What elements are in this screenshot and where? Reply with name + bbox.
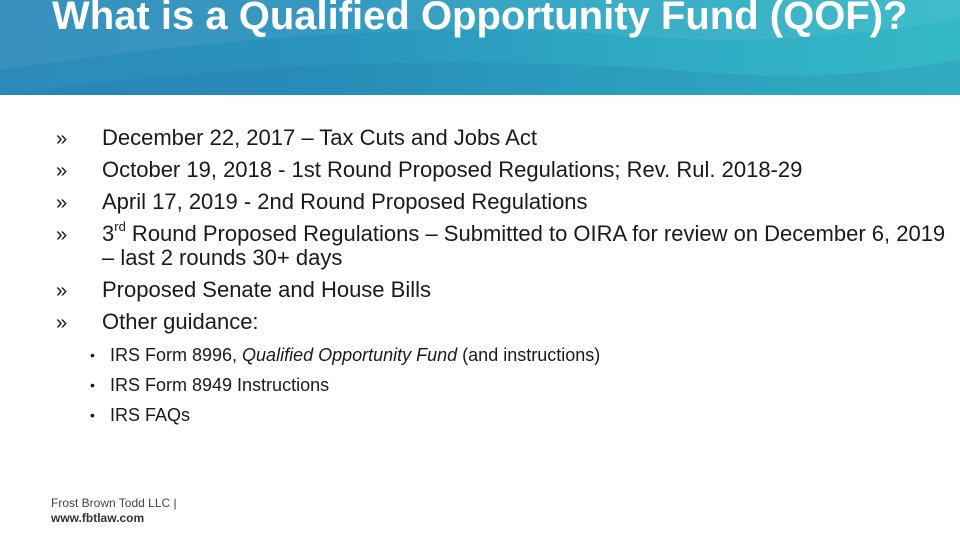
bullet-text: Other guidance:: [102, 309, 259, 334]
list-item: [0, 126, 960, 150]
footer-url-link[interactable]: www.fbtlaw.com: [51, 511, 145, 525]
list-item: [0, 158, 960, 182]
footer: [51, 496, 177, 526]
dot-bullet-icon: •: [90, 377, 95, 393]
sub-bullet-text: IRS FAQs: [110, 405, 191, 425]
sub-bullet-suffix: (and instructions): [457, 345, 601, 365]
dot-bullet-icon: •: [90, 347, 95, 363]
chevron-bullet-icon: »: [56, 192, 68, 214]
dot-bullet-icon: •: [90, 407, 95, 423]
chevron-bullet-icon: »: [56, 128, 68, 150]
slide-title: What is a Qualified Opportunity Fund (QOF)?: [52, 0, 908, 38]
chevron-bullet-icon: »: [56, 224, 68, 246]
bullet-list: [0, 126, 960, 342]
sub-bullet-italic: Qualified Opportunity Fund: [242, 345, 458, 365]
chevron-bullet-icon: »: [56, 160, 68, 182]
list-item: [0, 310, 960, 334]
list-item: [0, 218, 960, 270]
ordinal-suffix: rd: [114, 218, 126, 234]
sub-list-item: [0, 344, 960, 366]
bullet-number: 3: [102, 221, 115, 246]
sub-list-item: [0, 374, 960, 396]
sub-bullet-text: IRS Form 8949 Instructions: [110, 375, 330, 395]
bullet-text: April 17, 2019 - 2nd Round Proposed Regulations: [102, 189, 588, 214]
header-banner: [0, 0, 960, 95]
sub-list-item: [0, 404, 960, 426]
list-item: [0, 278, 960, 302]
bullet-text: October 19, 2018 - 1st Round Proposed Regulations; Rev. Rul. 2018-29: [102, 157, 803, 182]
list-item: [0, 190, 960, 214]
bullet-text: December 22, 2017 – Tax Cuts and Jobs Act: [102, 125, 537, 150]
footer-company: Frost Brown Todd LLC |: [51, 496, 177, 510]
chevron-bullet-icon: »: [56, 280, 68, 302]
bullet-text: Proposed Senate and House Bills: [102, 277, 431, 302]
chevron-bullet-icon: »: [56, 312, 68, 334]
sub-bullet-prefix: IRS Form 8996,: [110, 345, 243, 365]
bullet-text: Round Proposed Regulations – Submitted to OIRA for review on December 6, 2019 – last 2 rounds 30+ days: [102, 221, 946, 270]
sub-bullet-list: [0, 344, 960, 434]
